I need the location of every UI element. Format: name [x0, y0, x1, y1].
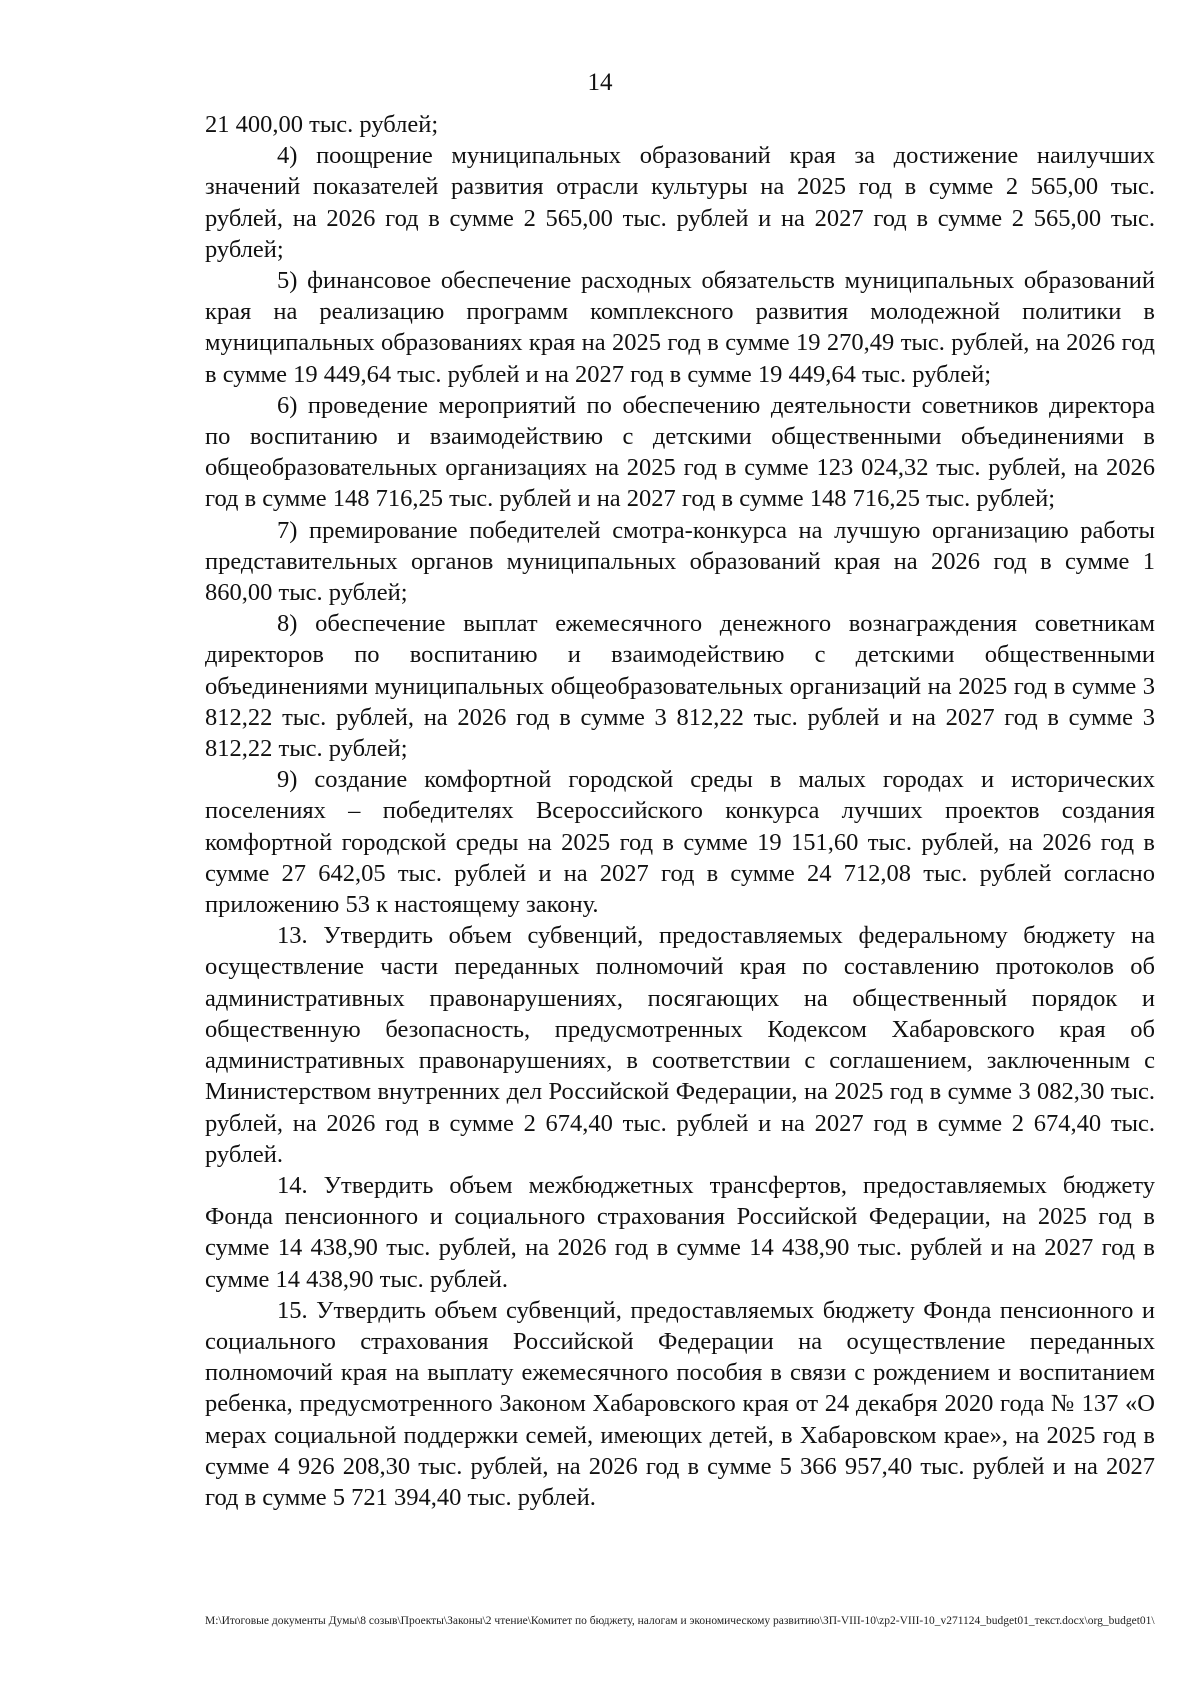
paragraph-article-14: 14. Утвердить объем межбюджетных трансфертов, предоставляемых бюджету Фонда пенсионного и социального страхования Российской Федерации, на 2025 год в сумме 14 438,90 тыс. рублей, на 2026 год в сумме 14 438,90 тыс. рублей и на 2027 год в сумме 14 438,90 тыс. рублей. [205, 1171, 1155, 1293]
footer-file-path: M:\Итоговые документы Думы\8 созыв\Проекты\Законы\2 чтение\Комитет по бюджету, налогам и экономическому развитию\ЗП-VIII-10\zp2-VIII-10_v271124_budget01_текст.docx\org_budget01\ [205, 1615, 1155, 1627]
paragraph-continuation: 21 400,00 тыс. рублей; [205, 111, 439, 138]
paragraph-item-7: 7) премирование победителей смотра-конкурса на лучшую организацию работы представительных органов муниципальных образований края на 2026 год в сумме 1 860,00 тыс. рублей; [205, 516, 1155, 607]
paragraph-article-15: 15. Утвердить объем субвенций, предоставляемых бюджету Фонда пенсионного и социального страхования Российской Федерации на осуществление переданных полномочий края на выплату ежемесячного пособия в связи с рождением и воспитанием ребенка, предусмотренного Законом Хабаровского края от 24 декабря 2020 года № 137 «О мерах социальной поддержки семей, имеющих детей, в Хабаровском крае», на 2025 год в сумме 4 926 208,30 тыс. рублей, на 2026 год в сумме 5 366 957,40 тыс. рублей и на 2027 год в сумме 5 721 394,40 тыс. рублей. [205, 1296, 1155, 1511]
paragraph-item-9: 9) создание комфортной городской среды в малых городах и исторических поселениях – победителях Всероссийского конкурса лучших проектов создания комфортной городской среды на 2025 год в сумме 19 151,60 тыс. рублей, на 2026 год в сумме 27 642,05 тыс. рублей и на 2027 год в сумме 24 712,08 тыс. рублей согласно приложению 53 к настоящему закону. [205, 766, 1155, 919]
paragraph-item-6: 6) проведение мероприятий по обеспечению деятельности советников директора по воспитанию и взаимодействию с детскими общественными объединениями в общеобразовательных организациях на 2025 год в сумме 123 024,32 тыс. рублей, на 2026 год в сумме 148 716,25 тыс. рублей и на 2027 год в сумме 148 716,25 тыс. рублей; [205, 391, 1155, 513]
document-body [205, 109, 1155, 1513]
paragraph-item-4: 4) поощрение муниципальных образований края за достижение наилучших значений показателей развития отрасли культуры на 2025 год в сумме 2 565,00 тыс. рублей, на 2026 год в сумме 2 565,00 тыс. рублей и на 2027 год в сумме 2 565,00 тыс. рублей; [205, 142, 1155, 263]
page-number: 14 [587, 69, 613, 96]
paragraph-item-8: 8) обеспечение выплат ежемесячного денежного вознаграждения советникам директоров по воспитанию и взаимодействию с детскими общественными объединениями муниципальных общеобразовательных организаций на 2025 год в сумме 3 812,22 тыс. рублей, на 2026 год в сумме 3 812,22 тыс. рублей и на 2027 год в сумме 3 812,22 тыс. рублей; [205, 610, 1155, 763]
paragraph-article-13: 13. Утвердить объем субвенций, предоставляемых федеральному бюджету на осуществление части переданных полномочий края по составлению протоколов об административных правонарушениях, посягающих на общественный порядок и общественную безопасность, предусмотренных Кодексом Хабаровского края об административных правонарушениях, в соответствии с соглашением, заключенным с Министерством внутренних дел Российской Федерации, на 2025 год в сумме 3 082,30 тыс. рублей, на 2026 год в сумме 2 674,40 тыс. рублей и на 2027 год в сумме 2 674,40 тыс. рублей. [205, 922, 1155, 1168]
paragraph-item-5: 5) финансовое обеспечение расходных обязательств муниципальных образований края на реализацию программ комплексного развития молодежной политики в муниципальных образованиях края на 2025 год в сумме 19 270,49 тыс. рублей, на 2026 год в сумме 19 449,64 тыс. рублей и на 2027 год в сумме 19 449,64 тыс. рублей; [205, 267, 1155, 388]
